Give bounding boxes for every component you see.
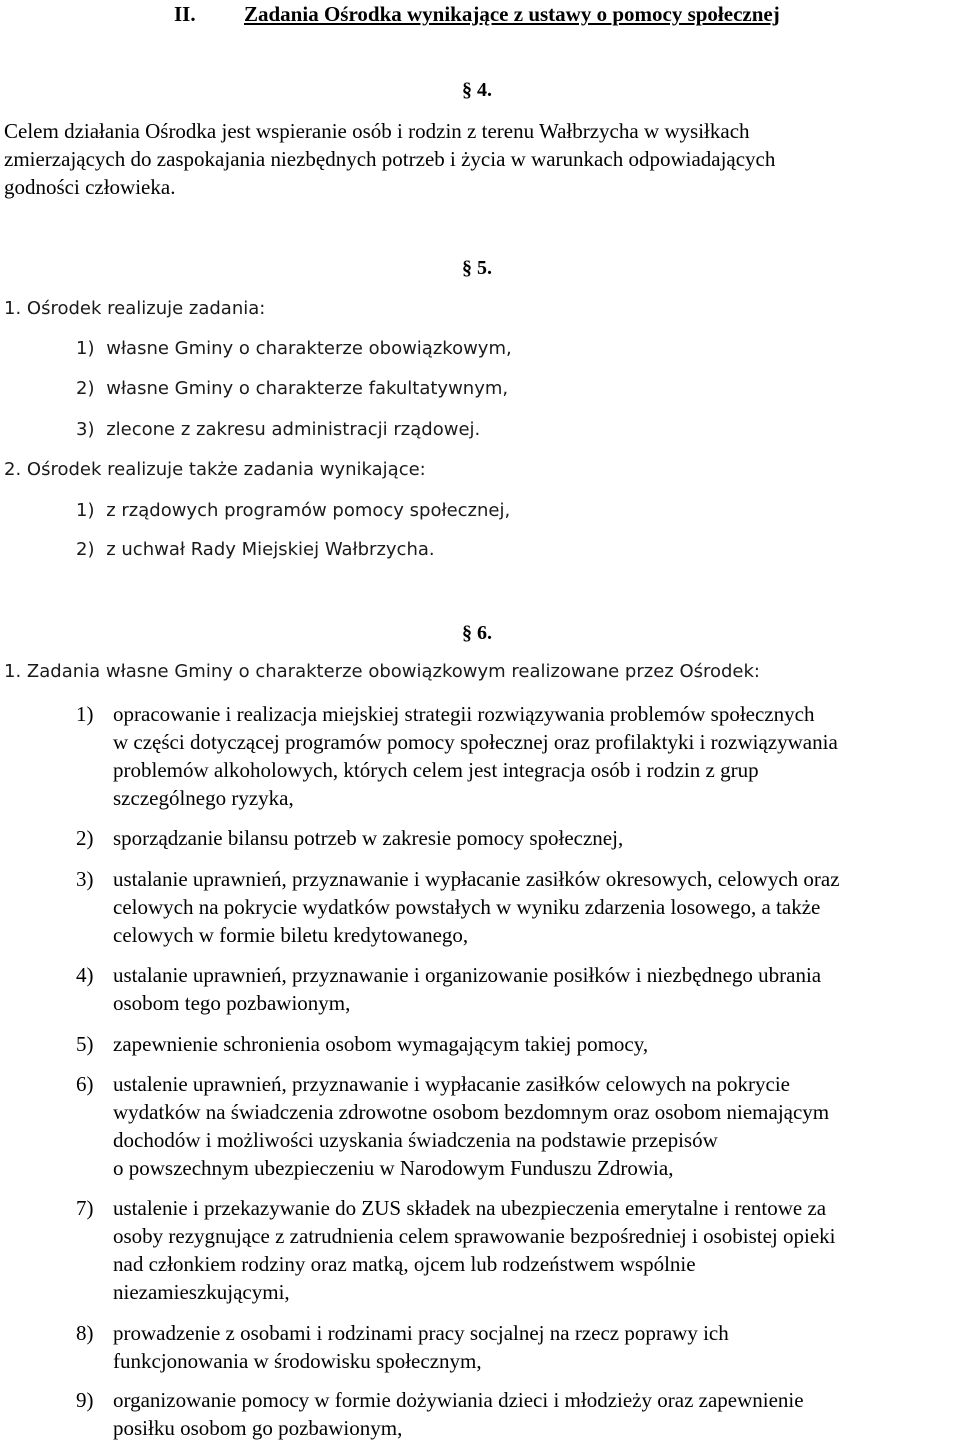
list-item [76,961,821,1017]
item-text: własne Gminy o charakterze fakultatywnym, [106,378,509,399]
section-4-heading [462,76,492,104]
paragraph-symbol: § [462,257,472,279]
list-item [76,498,510,524]
paragraph-symbol: § [462,79,472,101]
item-line: funkcjonowania w środowisku społecznym, [113,1349,482,1373]
item-line: osoby rezygnujące z zatrudnienia celem sprawowanie bezpośredniej i osobistej opieki [113,1224,836,1248]
item-number: 6) [76,1072,94,1096]
item-line: ustalenie i przekazywanie do ZUS składek na ubezpieczenia emerytalne i rentowe za [113,1196,827,1220]
list-item [76,537,435,563]
item-line: szczególnego ryzyka, [113,786,294,810]
item-line: problemów alkoholowych, których celem jest integracja osób i rodzin z grup [113,758,759,782]
item-number: 1) [76,500,95,521]
item-text: własne Gminy o charakterze obowiązkowym, [106,338,512,359]
item-text: zlecone z zakresu administracji rządowej. [106,419,481,440]
text-line: godności człowieka. [4,175,176,199]
item-line: sporządzanie bilansu potrzeb w zakresie pomocy społecznej, [113,826,624,850]
list-item [76,1030,648,1058]
item-line: ustalenie uprawnień, przyznawanie i wypłacanie zasiłków celowych na pokrycie [113,1072,790,1096]
item-line: opracowanie i realizacja miejskiej strategii rozwiązywania problemów społecznych [113,702,815,726]
list-item [76,417,480,443]
section-number: 5. [477,257,492,279]
chapter-header [174,0,780,28]
item-line: ustalanie uprawnień, przyznawanie i organizowanie posiłków i niezbędnego ubrania [113,963,822,987]
section-6-point-1 [4,659,760,685]
list-item [76,824,623,852]
section-number: 4. [477,79,492,101]
item-number: 5) [76,1032,94,1056]
chapter-number: II. [174,2,196,26]
section-5-point-2 [4,457,426,483]
item-line: zapewnienie schronienia osobom wymagającym takiej pomocy, [113,1032,649,1056]
list-item [76,376,508,402]
list-item [76,1319,729,1375]
point-number: 2. [4,459,22,480]
point-text: Ośrodek realizuje zadania: [26,298,266,319]
chapter-title: Zadania Ośrodka wynikające z ustawy o pomocy społecznej [244,2,780,26]
item-number: 7) [76,1196,94,1220]
item-line: w części dotyczącej programów pomocy społecznej oraz profilaktyki i rozwiązywania [113,730,838,754]
item-line: niezamieszkującymi, [113,1280,290,1304]
point-text: Zadania własne Gminy o charakterze obowiązkowym realizowane przez Ośrodek: [26,661,760,682]
list-item [76,1070,829,1182]
item-line: dochodów i możliwości uzyskania świadczenia na podstawie przepisów [113,1128,718,1152]
section-number: 6. [477,622,492,644]
item-number: 3) [76,867,94,891]
point-text: Ośrodek realizuje także zadania wynikające: [26,459,426,480]
list-item [76,865,840,949]
item-number: 9) [76,1388,94,1412]
point-number: 1. [4,298,22,319]
item-line: o powszechnym ubezpieczeniu w Narodowym Funduszu Zdrowia, [113,1156,674,1180]
list-item [76,336,512,362]
item-line: nad członkiem rodziny oraz matką, ojcem lub rodzeństwem wspólnie [113,1252,696,1276]
text-line: Celem działania Ośrodka jest wspieranie osób i rodzin z terenu Wałbrzycha w wysiłkach [4,119,750,143]
section-5-heading [462,254,492,282]
paragraph-symbol: § [462,622,472,644]
item-number: 2) [76,539,95,560]
item-number: 1) [76,702,94,726]
item-number: 3) [76,419,95,440]
item-number: 1) [76,338,95,359]
item-line: ustalanie uprawnień, przyznawanie i wypłacanie zasiłków okresowych, celowych oraz [113,867,840,891]
item-line: wydatków na świadczenia zdrowotne osobom bezdomnym oraz osobom niemającym [113,1100,830,1124]
list-item [76,1386,804,1442]
item-line: osobom tego pozbawionym, [113,991,351,1015]
item-line: prowadzenie z osobami i rodzinami pracy socjalnej na rzecz poprawy ich [113,1321,729,1345]
item-number: 2) [76,826,94,850]
item-line: celowych w formie biletu kredytowanego, [113,923,469,947]
list-item [76,1194,836,1306]
point-number: 1. [4,661,22,682]
item-number: 4) [76,963,94,987]
section-6-heading [462,619,492,647]
list-item [76,700,838,812]
item-text: z rządowych programów pomocy społecznej, [106,500,511,521]
item-text: z uchwał Rady Miejskiej Wałbrzycha. [106,539,435,560]
section-4-text [4,117,775,201]
text-line: zmierzających do zaspokajania niezbędnych potrzeb i życia w warunkach odpowiadających [4,147,776,171]
item-line: posiłku osobom go pozbawionym, [113,1416,403,1440]
item-number: 8) [76,1321,94,1345]
item-number: 2) [76,378,95,399]
item-line: celowych na pokrycie wydatków powstałych w wyniku zdarzenia losowego, a także [113,895,821,919]
section-5-point-1 [4,296,265,322]
item-line: organizowanie pomocy w formie dożywiania dzieci i młodzieży oraz zapewnienie [113,1388,804,1412]
